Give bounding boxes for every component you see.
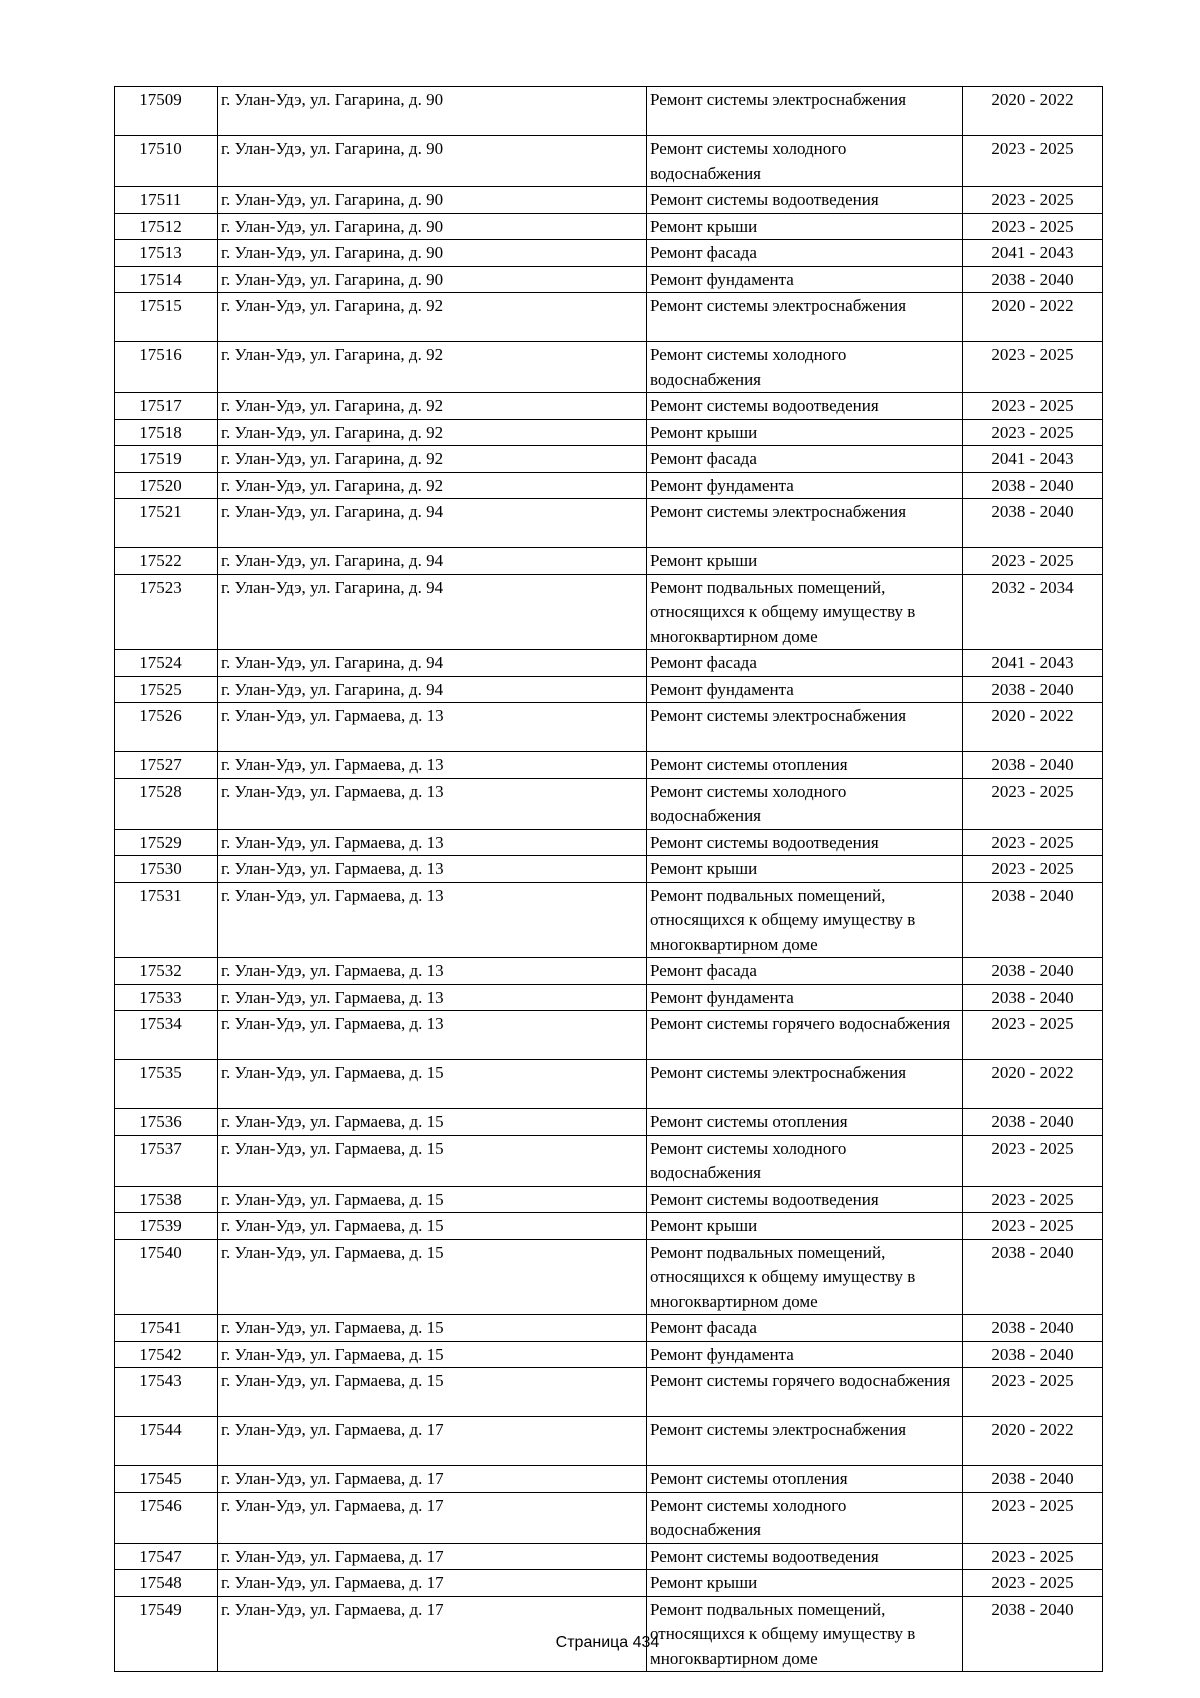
period-cell: 2020 - 2022 (963, 703, 1103, 752)
table-row (115, 856, 1103, 883)
work-type-cell: Ремонт системы водоотведения (647, 393, 963, 420)
table-row (115, 419, 1103, 446)
work-type-cell: Ремонт крыши (647, 213, 963, 240)
table-row (115, 574, 1103, 650)
address-cell: г. Улан-Удэ, ул. Гармаева, д. 13 (218, 752, 647, 779)
work-type-cell: Ремонт фундамента (647, 984, 963, 1011)
work-type-cell: Ремонт фундамента (647, 1341, 963, 1368)
row-number-cell: 17533 (115, 984, 218, 1011)
table-row (115, 136, 1103, 187)
address-cell: г. Улан-Удэ, ул. Гармаева, д. 17 (218, 1492, 647, 1543)
work-type-cell: Ремонт системы горячего водоснабжения (647, 1011, 963, 1060)
table-row (115, 1213, 1103, 1240)
table-row (115, 882, 1103, 958)
period-cell: 2038 - 2040 (963, 676, 1103, 703)
period-cell: 2038 - 2040 (963, 1239, 1103, 1315)
table-row (115, 446, 1103, 473)
address-cell: г. Улан-Удэ, ул. Гармаева, д. 17 (218, 1543, 647, 1570)
address-cell: г. Улан-Удэ, ул. Гагарина, д. 90 (218, 136, 647, 187)
period-cell: 2023 - 2025 (963, 1570, 1103, 1597)
table-row (115, 472, 1103, 499)
period-cell: 2038 - 2040 (963, 499, 1103, 548)
address-cell: г. Улан-Удэ, ул. Гармаева, д. 17 (218, 1466, 647, 1493)
address-cell: г. Улан-Удэ, ул. Гармаева, д. 15 (218, 1060, 647, 1109)
period-cell: 2020 - 2022 (963, 293, 1103, 342)
row-number-cell: 17522 (115, 548, 218, 575)
address-cell: г. Улан-Удэ, ул. Гармаева, д. 15 (218, 1186, 647, 1213)
row-number-cell: 17543 (115, 1368, 218, 1417)
period-cell: 2032 - 2034 (963, 574, 1103, 650)
row-number-cell: 17540 (115, 1239, 218, 1315)
address-cell: г. Улан-Удэ, ул. Гагарина, д. 90 (218, 240, 647, 267)
page-number: Страница 434 (555, 1634, 660, 1651)
address-cell: г. Улан-Удэ, ул. Гагарина, д. 90 (218, 266, 647, 293)
address-cell: г. Улан-Удэ, ул. Гармаева, д. 13 (218, 984, 647, 1011)
table-row (115, 1570, 1103, 1597)
table-row (115, 240, 1103, 267)
address-cell: г. Улан-Удэ, ул. Гармаева, д. 15 (218, 1135, 647, 1186)
table-row (115, 1417, 1103, 1466)
work-type-cell: Ремонт системы водоотведения (647, 1186, 963, 1213)
table-row (115, 1011, 1103, 1060)
row-number-cell: 17547 (115, 1543, 218, 1570)
address-cell: г. Улан-Удэ, ул. Гагарина, д. 90 (218, 213, 647, 240)
period-cell: 2023 - 2025 (963, 1213, 1103, 1240)
work-type-cell: Ремонт подвальных помещений, относящихся к общему имуществу в многоквартирном доме (647, 574, 963, 650)
work-type-cell: Ремонт системы водоотведения (647, 829, 963, 856)
address-cell: г. Улан-Удэ, ул. Гармаева, д. 17 (218, 1570, 647, 1597)
table-row (115, 1135, 1103, 1186)
table-row (115, 1466, 1103, 1493)
work-type-cell: Ремонт системы водоотведения (647, 1543, 963, 1570)
period-cell: 2023 - 2025 (963, 136, 1103, 187)
table-row (115, 87, 1103, 136)
row-number-cell: 17509 (115, 87, 218, 136)
row-number-cell: 17521 (115, 499, 218, 548)
row-number-cell: 17548 (115, 1570, 218, 1597)
work-type-cell: Ремонт системы холодного водоснабжения (647, 1492, 963, 1543)
work-type-cell: Ремонт подвальных помещений, относящихся к общему имуществу в многоквартирном доме (647, 1596, 963, 1672)
table-row (115, 393, 1103, 420)
address-cell: г. Улан-Удэ, ул. Гагарина, д. 90 (218, 87, 647, 136)
period-cell: 2020 - 2022 (963, 1060, 1103, 1109)
work-type-cell: Ремонт системы электроснабжения (647, 703, 963, 752)
period-cell: 2038 - 2040 (963, 266, 1103, 293)
address-cell: г. Улан-Удэ, ул. Гагарина, д. 94 (218, 650, 647, 677)
address-cell: г. Улан-Удэ, ул. Гармаева, д. 13 (218, 882, 647, 958)
period-cell: 2023 - 2025 (963, 213, 1103, 240)
address-cell: г. Улан-Удэ, ул. Гармаева, д. 13 (218, 829, 647, 856)
address-cell: г. Улан-Удэ, ул. Гармаева, д. 17 (218, 1417, 647, 1466)
table-row (115, 499, 1103, 548)
address-cell: г. Улан-Удэ, ул. Гармаева, д. 15 (218, 1213, 647, 1240)
row-number-cell: 17531 (115, 882, 218, 958)
work-type-cell: Ремонт системы электроснабжения (647, 1417, 963, 1466)
period-cell: 2038 - 2040 (963, 1315, 1103, 1342)
period-cell: 2023 - 2025 (963, 1135, 1103, 1186)
period-cell: 2020 - 2022 (963, 87, 1103, 136)
row-number-cell: 17541 (115, 1315, 218, 1342)
row-number-cell: 17519 (115, 446, 218, 473)
address-cell: г. Улан-Удэ, ул. Гармаева, д. 13 (218, 958, 647, 985)
row-number-cell: 17523 (115, 574, 218, 650)
work-type-cell: Ремонт системы горячего водоснабжения (647, 1368, 963, 1417)
address-cell: г. Улан-Удэ, ул. Гармаева, д. 13 (218, 1011, 647, 1060)
work-type-cell: Ремонт подвальных помещений, относящихся к общему имуществу в многоквартирном доме (647, 1239, 963, 1315)
work-type-cell: Ремонт системы электроснабжения (647, 87, 963, 136)
row-number-cell: 17524 (115, 650, 218, 677)
period-cell: 2038 - 2040 (963, 472, 1103, 499)
work-type-cell: Ремонт крыши (647, 1570, 963, 1597)
table-row (115, 1492, 1103, 1543)
work-type-cell: Ремонт крыши (647, 548, 963, 575)
period-cell: 2023 - 2025 (963, 829, 1103, 856)
period-cell: 2041 - 2043 (963, 650, 1103, 677)
work-type-cell: Ремонт фундамента (647, 266, 963, 293)
address-cell: г. Улан-Удэ, ул. Гагарина, д. 92 (218, 472, 647, 499)
row-number-cell: 17525 (115, 676, 218, 703)
period-cell: 2020 - 2022 (963, 1417, 1103, 1466)
table-row (115, 984, 1103, 1011)
work-type-cell: Ремонт крыши (647, 1213, 963, 1240)
row-number-cell: 17542 (115, 1341, 218, 1368)
work-type-cell: Ремонт фасада (647, 240, 963, 267)
address-cell: г. Улан-Удэ, ул. Гармаева, д. 15 (218, 1341, 647, 1368)
work-type-cell: Ремонт системы холодного водоснабжения (647, 778, 963, 829)
work-type-cell: Ремонт фундамента (647, 676, 963, 703)
table-row (115, 266, 1103, 293)
address-cell: г. Улан-Удэ, ул. Гагарина, д. 92 (218, 393, 647, 420)
work-type-cell: Ремонт системы холодного водоснабжения (647, 1135, 963, 1186)
table-row (115, 548, 1103, 575)
row-number-cell: 17510 (115, 136, 218, 187)
row-number-cell: 17529 (115, 829, 218, 856)
row-number-cell: 17520 (115, 472, 218, 499)
address-cell: г. Улан-Удэ, ул. Гагарина, д. 94 (218, 574, 647, 650)
period-cell: 2023 - 2025 (963, 419, 1103, 446)
period-cell: 2023 - 2025 (963, 393, 1103, 420)
address-cell: г. Улан-Удэ, ул. Гагарина, д. 94 (218, 548, 647, 575)
row-number-cell: 17513 (115, 240, 218, 267)
work-type-cell: Ремонт системы отопления (647, 752, 963, 779)
work-type-cell: Ремонт системы отопления (647, 1109, 963, 1136)
period-cell: 2038 - 2040 (963, 752, 1103, 779)
row-number-cell: 17545 (115, 1466, 218, 1493)
table-row (115, 650, 1103, 677)
row-number-cell: 17514 (115, 266, 218, 293)
row-number-cell: 17518 (115, 419, 218, 446)
table-row (115, 958, 1103, 985)
address-cell: г. Улан-Удэ, ул. Гармаева, д. 15 (218, 1368, 647, 1417)
work-type-cell: Ремонт системы отопления (647, 1466, 963, 1493)
period-cell: 2038 - 2040 (963, 1109, 1103, 1136)
address-cell: г. Улан-Удэ, ул. Гагарина, д. 94 (218, 676, 647, 703)
work-type-cell: Ремонт системы водоотведения (647, 187, 963, 214)
work-type-cell: Ремонт системы холодного водоснабжения (647, 136, 963, 187)
period-cell: 2023 - 2025 (963, 187, 1103, 214)
row-number-cell: 17546 (115, 1492, 218, 1543)
work-type-cell: Ремонт фундамента (647, 472, 963, 499)
table-row (115, 1109, 1103, 1136)
period-cell: 2038 - 2040 (963, 958, 1103, 985)
table-row (115, 187, 1103, 214)
table-row (115, 752, 1103, 779)
row-number-cell: 17515 (115, 293, 218, 342)
period-cell: 2023 - 2025 (963, 1368, 1103, 1417)
row-number-cell: 17512 (115, 213, 218, 240)
row-number-cell: 17532 (115, 958, 218, 985)
work-type-cell: Ремонт крыши (647, 856, 963, 883)
row-number-cell: 17517 (115, 393, 218, 420)
table-row (115, 829, 1103, 856)
address-cell: г. Улан-Удэ, ул. Гагарина, д. 92 (218, 419, 647, 446)
row-number-cell: 17544 (115, 1417, 218, 1466)
table-row (115, 342, 1103, 393)
row-number-cell: 17539 (115, 1213, 218, 1240)
row-number-cell: 17538 (115, 1186, 218, 1213)
table-row (115, 1060, 1103, 1109)
table-row (115, 778, 1103, 829)
row-number-cell: 17549 (115, 1596, 218, 1672)
row-number-cell: 17511 (115, 187, 218, 214)
address-cell: г. Улан-Удэ, ул. Гармаева, д. 15 (218, 1315, 647, 1342)
period-cell: 2038 - 2040 (963, 1466, 1103, 1493)
work-type-cell: Ремонт фасада (647, 1315, 963, 1342)
work-type-cell: Ремонт подвальных помещений, относящихся к общему имуществу в многоквартирном доме (647, 882, 963, 958)
row-number-cell: 17536 (115, 1109, 218, 1136)
work-type-cell: Ремонт системы электроснабжения (647, 499, 963, 548)
repair-schedule-table (114, 86, 1103, 1672)
address-cell: г. Улан-Удэ, ул. Гагарина, д. 94 (218, 499, 647, 548)
work-type-cell: Ремонт системы электроснабжения (647, 1060, 963, 1109)
row-number-cell: 17534 (115, 1011, 218, 1060)
period-cell: 2023 - 2025 (963, 1543, 1103, 1570)
period-cell: 2038 - 2040 (963, 984, 1103, 1011)
table-row (115, 1543, 1103, 1570)
row-number-cell: 17537 (115, 1135, 218, 1186)
table-row (115, 703, 1103, 752)
address-cell: г. Улан-Удэ, ул. Гагарина, д. 92 (218, 446, 647, 473)
table-row (115, 1341, 1103, 1368)
address-cell: г. Улан-Удэ, ул. Гармаева, д. 13 (218, 778, 647, 829)
row-number-cell: 17530 (115, 856, 218, 883)
address-cell: г. Улан-Удэ, ул. Гагарина, д. 92 (218, 342, 647, 393)
table-body (115, 87, 1103, 1672)
row-number-cell: 17535 (115, 1060, 218, 1109)
period-cell: 2038 - 2040 (963, 1341, 1103, 1368)
work-type-cell: Ремонт крыши (647, 419, 963, 446)
table-row (115, 1239, 1103, 1315)
row-number-cell: 17528 (115, 778, 218, 829)
period-cell: 2023 - 2025 (963, 1186, 1103, 1213)
address-cell: г. Улан-Удэ, ул. Гармаева, д. 15 (218, 1239, 647, 1315)
period-cell: 2023 - 2025 (963, 856, 1103, 883)
work-type-cell: Ремонт фасада (647, 446, 963, 473)
address-cell: г. Улан-Удэ, ул. Гармаева, д. 17 (218, 1596, 647, 1672)
table-row (115, 213, 1103, 240)
address-cell: г. Улан-Удэ, ул. Гармаева, д. 13 (218, 856, 647, 883)
row-number-cell: 17527 (115, 752, 218, 779)
work-type-cell: Ремонт системы холодного водоснабжения (647, 342, 963, 393)
period-cell: 2038 - 2040 (963, 1596, 1103, 1672)
table-row (115, 676, 1103, 703)
row-number-cell: 17526 (115, 703, 218, 752)
period-cell: 2041 - 2043 (963, 240, 1103, 267)
table-row (115, 1368, 1103, 1417)
work-type-cell: Ремонт фасада (647, 958, 963, 985)
period-cell: 2023 - 2025 (963, 342, 1103, 393)
table-row (115, 1315, 1103, 1342)
period-cell: 2023 - 2025 (963, 1492, 1103, 1543)
period-cell: 2023 - 2025 (963, 1011, 1103, 1060)
work-type-cell: Ремонт фасада (647, 650, 963, 677)
period-cell: 2023 - 2025 (963, 548, 1103, 575)
address-cell: г. Улан-Удэ, ул. Гагарина, д. 92 (218, 293, 647, 342)
period-cell: 2041 - 2043 (963, 446, 1103, 473)
period-cell: 2023 - 2025 (963, 778, 1103, 829)
row-number-cell: 17516 (115, 342, 218, 393)
address-cell: г. Улан-Удэ, ул. Гагарина, д. 90 (218, 187, 647, 214)
address-cell: г. Улан-Удэ, ул. Гармаева, д. 15 (218, 1109, 647, 1136)
address-cell: г. Улан-Удэ, ул. Гармаева, д. 13 (218, 703, 647, 752)
table-row (115, 1186, 1103, 1213)
table-row (115, 293, 1103, 342)
period-cell: 2038 - 2040 (963, 882, 1103, 958)
work-type-cell: Ремонт системы электроснабжения (647, 293, 963, 342)
